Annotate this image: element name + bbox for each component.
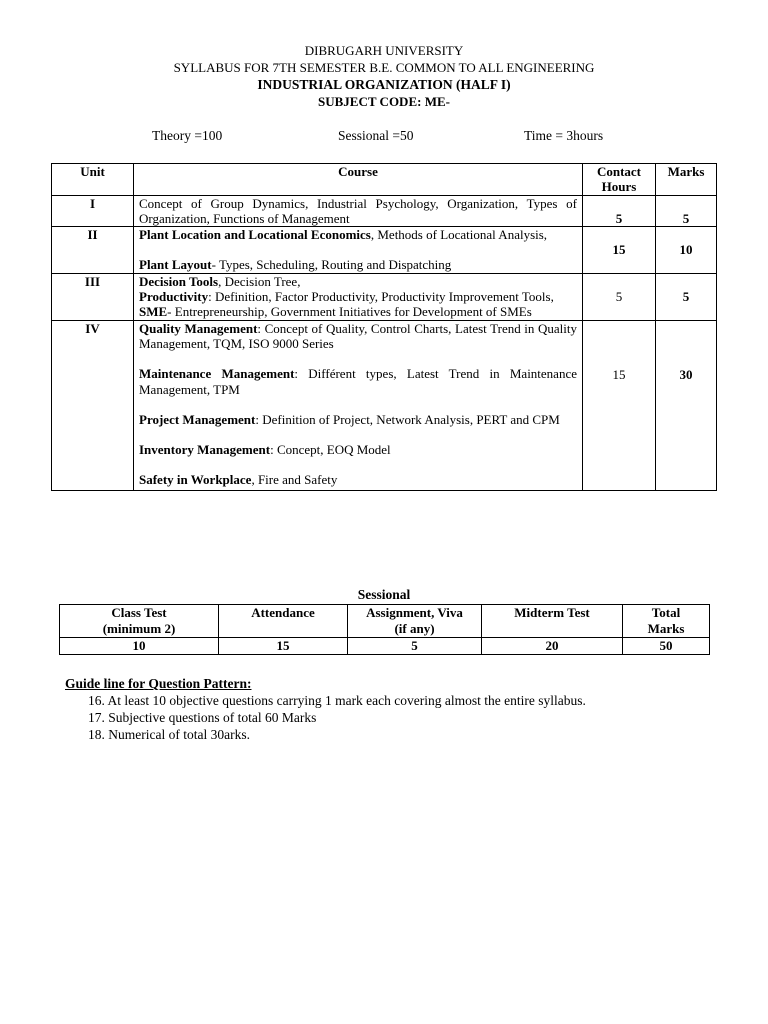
marks-cell: 5 (656, 273, 717, 320)
course-cell: Plant Location and Locational Economics, Methods of Locational Analysis, Plant Layout- Types, Scheduling, Routing and Dispatching (134, 227, 583, 274)
col-course: Course (134, 164, 583, 196)
list-item: 16. At least 10 objective questions carrying 1 mark each covering almost the entire syllabus. (88, 693, 586, 708)
course-cell: Quality Management: Concept of Quality, Control Charts, Latest Trend in Quality Management, TQM, ISO 9000 Series Maintenance Management: Différent types, Latest Trend in Maintenance Management, TPM Project Management: Definition of Project, Network Analysis, PERT and CPM Inventory Management: Concept, EOQ Model Safety in Workplace, Fire and Safety (134, 320, 583, 490)
syllabus-table (51, 163, 717, 491)
marks-cell: 10 (656, 227, 717, 274)
hours-cell: 5 (583, 195, 656, 227)
sessional-table (59, 604, 710, 655)
attendance-value: 15 (219, 638, 348, 655)
question-pattern-guide (65, 675, 586, 743)
col-assignment: Assignment, Viva (if any) (348, 605, 482, 638)
col-class-test: Class Test (minimum 2) (60, 605, 219, 638)
class-test-value: 10 (60, 638, 219, 655)
sessional-marks: Sessional =50 (338, 128, 414, 143)
col-total: Total Marks (623, 605, 710, 638)
total-value: 50 (623, 638, 710, 655)
sessional-title: Sessional (357, 587, 411, 602)
syllabus-title: SYLLABUS FOR 7TH SEMESTER B.E. COMMON TO ALL ENGINEERING (173, 60, 595, 75)
theory-marks: Theory =100 (152, 128, 223, 143)
marks-cell: 5 (656, 195, 717, 227)
col-midterm: Midterm Test (482, 605, 623, 638)
col-unit: Unit (52, 164, 134, 196)
hours-cell: 5 (583, 273, 656, 320)
university-name: DIBRUGARH UNIVERSITY (304, 43, 464, 58)
midterm-value: 20 (482, 638, 623, 655)
sessional-values-row (60, 638, 710, 655)
sessional-header-row (60, 605, 710, 638)
unit-cell: IV (52, 320, 134, 490)
subject-code: SUBJECT CODE: ME- (318, 94, 450, 109)
course-cell: Concept of Group Dynamics, Industrial Psychology, Organization, Types of Organization, Functions of Management (134, 195, 583, 227)
unit-cell: I (52, 195, 134, 227)
subject-title: INDUSTRIAL ORGANIZATION (HALF I) (257, 77, 511, 92)
col-contact-hours: Contact Hours (583, 164, 656, 196)
course-cell: Decision Tools, Decision Tree, Productivity: Definition, Factor Productivity, Productivity Improvement Tools, SME- Entrepreneurship, Government Initiatives for Development of SMEs (134, 273, 583, 320)
table-header-row (52, 164, 717, 196)
list-item: 18. Numerical of total 30arks. (88, 727, 250, 742)
unit-cell: II (52, 227, 134, 274)
hours-cell: 15 (583, 227, 656, 274)
exam-time: Time = 3hours (524, 128, 604, 143)
col-attendance: Attendance (219, 605, 348, 638)
table-row (52, 273, 717, 320)
unit-cell: III (52, 273, 134, 320)
table-row (52, 227, 717, 274)
list-item: 17. Subjective questions of total 60 Marks (88, 710, 317, 725)
guide-title: Guide line for Question Pattern: (65, 676, 252, 691)
table-row (52, 320, 717, 490)
col-marks: Marks (656, 164, 717, 196)
marks-cell: 30 (656, 320, 717, 490)
table-row (52, 195, 717, 227)
assignment-value: 5 (348, 638, 482, 655)
hours-cell: 15 (583, 320, 656, 490)
